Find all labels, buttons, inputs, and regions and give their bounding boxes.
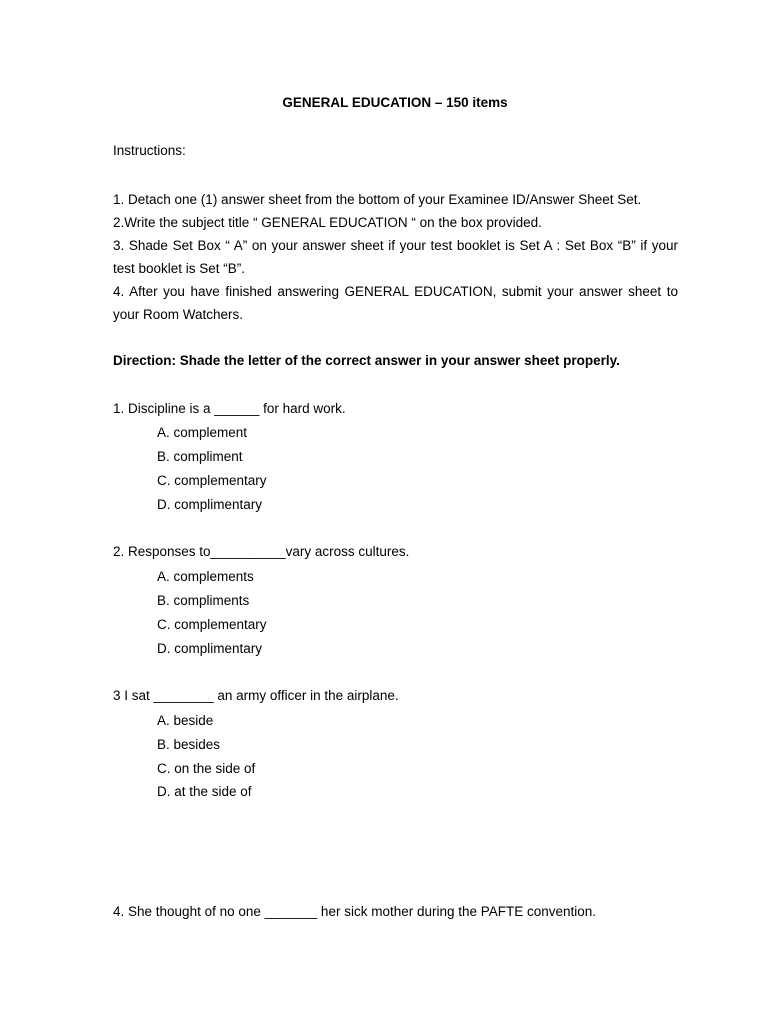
question-3-option-a: A. beside <box>157 713 214 728</box>
instruction-4: 4. After you have finished answering GENERAL EDUCATION, submit your answer sheet to your Room Watchers. <box>113 284 678 322</box>
question-1-option-d: D. complimentary <box>157 497 263 512</box>
question-1-option-c: C. complementary <box>157 473 267 488</box>
direction-text: Direction: Shade the letter of the correct answer in your answer sheet properly. <box>113 353 620 368</box>
question-3-option-b: B. besides <box>157 737 221 752</box>
question-1-option-a: A. complement <box>157 425 248 440</box>
instruction-1: 1. Detach one (1) answer sheet from the bottom of your Examinee ID/Answer Sheet Set. <box>113 192 642 207</box>
question-2-text: 2. Responses to__________vary across cultures. <box>113 544 410 559</box>
instructions-label: Instructions: <box>113 143 186 158</box>
question-4-text: 4. She thought of no one _______ her sick mother during the PAFTE convention. <box>113 904 597 919</box>
question-2-option-c: C. complementary <box>157 617 267 632</box>
question-2-option-d: D. complimentary <box>157 641 263 656</box>
question-2-option-a: A. complements <box>157 569 254 584</box>
instruction-2: 2.Write the subject title “ GENERAL EDUCATION “ on the box provided. <box>113 215 542 230</box>
question-2-option-b: B. compliments <box>157 593 250 608</box>
question-3-text: 3 I sat ________ an army officer in the airplane. <box>113 688 399 703</box>
question-1-option-b: B. compliment <box>157 449 243 464</box>
instruction-3: 3. Shade Set Box “ A” on your answer sheet if your test booklet is Set A : Set Box “B” if your test booklet is Set “B”. <box>113 238 678 276</box>
page-title: GENERAL EDUCATION – 150 items <box>282 95 508 110</box>
question-3-option-d: D. at the side of <box>157 784 252 799</box>
question-3-option-c: C. on the side of <box>157 761 256 776</box>
question-1-text: 1. Discipline is a ______ for hard work. <box>113 401 346 416</box>
